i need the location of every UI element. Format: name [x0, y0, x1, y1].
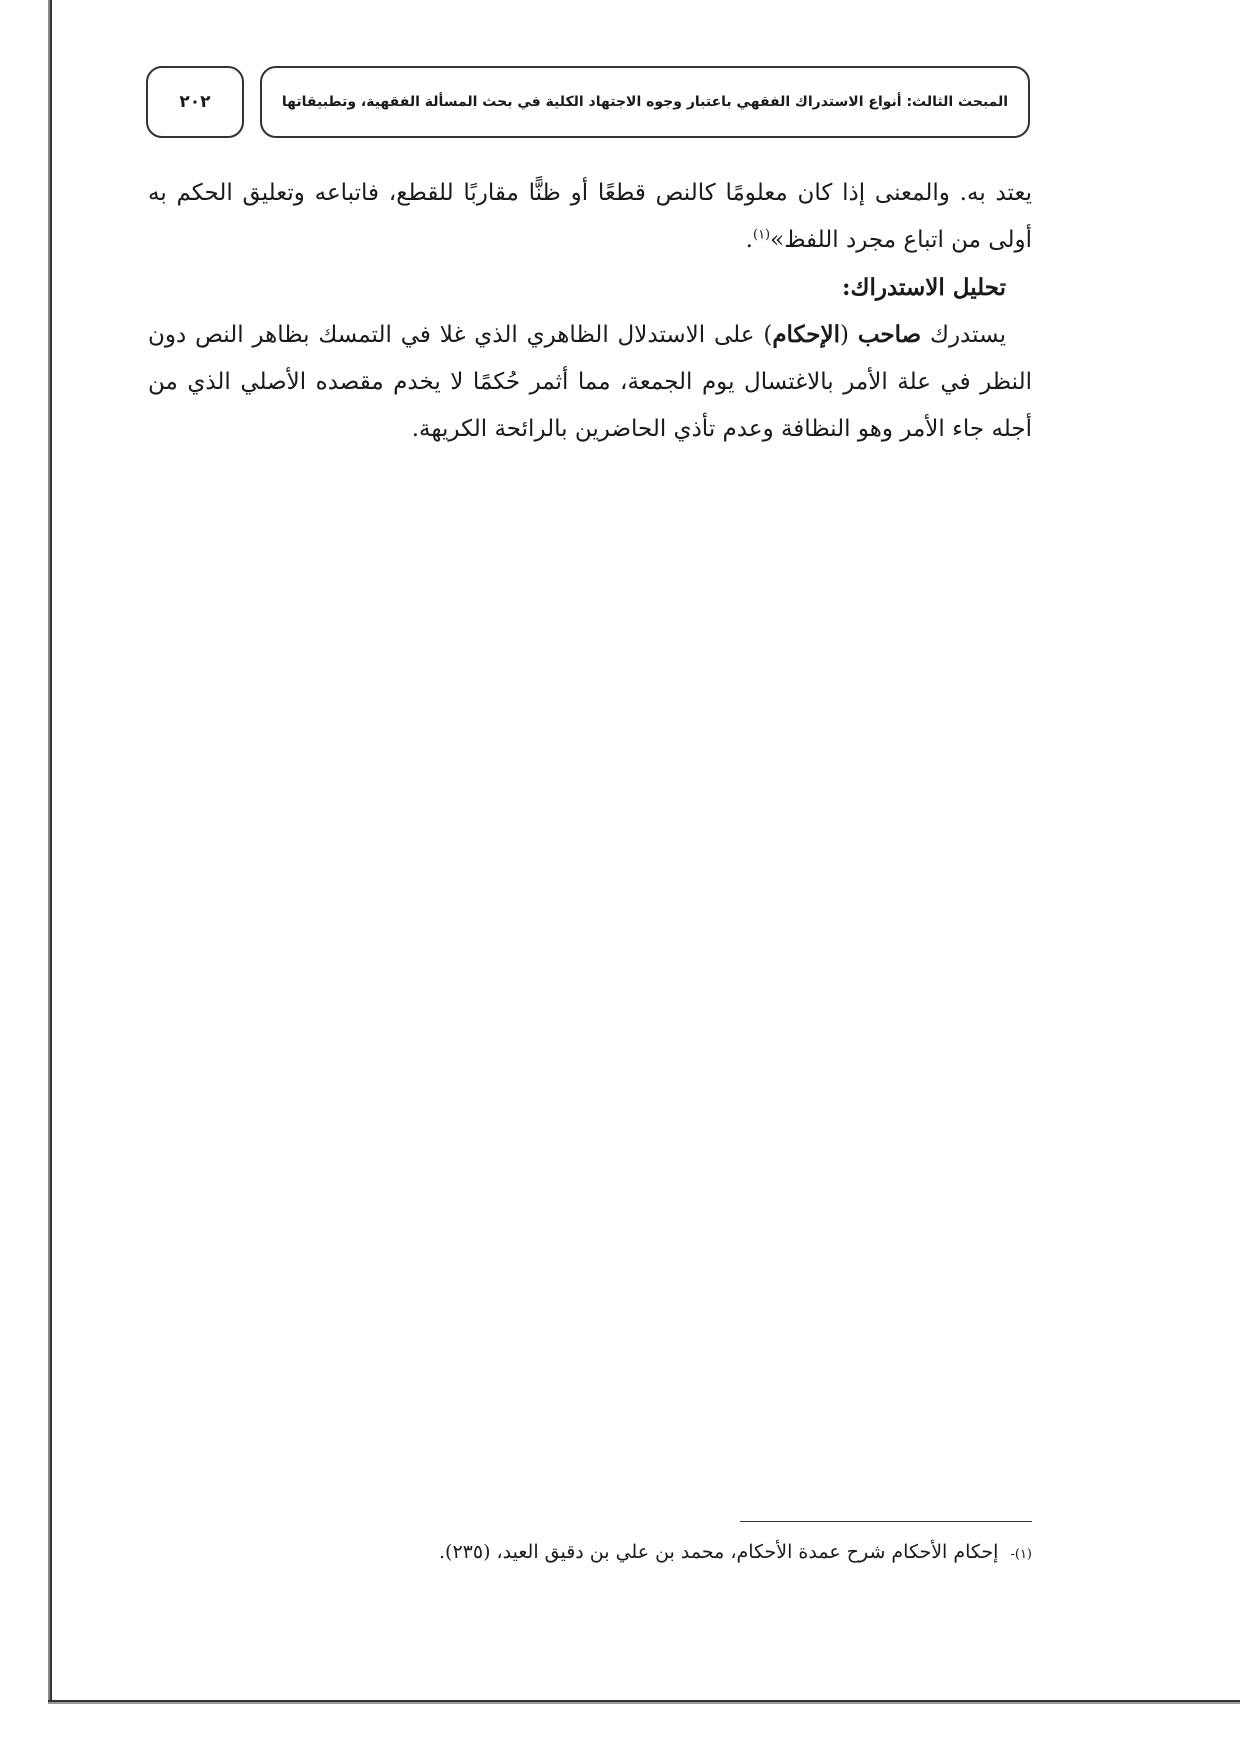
page-frame-left-rule: [50, 0, 52, 1702]
analysis-bold-book: الإحكام: [772, 321, 840, 348]
main-text: [148, 170, 1032, 453]
page-number: ٢٠٢: [179, 92, 211, 112]
running-header-title: [260, 66, 1030, 138]
analysis-text-paren: (: [840, 322, 858, 348]
footnote-separator: [740, 1521, 1032, 1522]
page-number-box: [146, 66, 244, 138]
footnote-reference: (١): [752, 227, 771, 243]
footnote: [148, 1535, 1032, 1572]
paragraph-quote-period: .: [745, 227, 753, 253]
analysis-bold-author: صاحب: [857, 321, 922, 348]
footnote-text: إحكام الأحكام شرح عمدة الأحكام، محمد بن علي بن دقيق العيد، (٢٣٥).: [439, 1541, 999, 1563]
analysis-text-start: يستدرك: [921, 322, 1006, 348]
paragraph-quote-text: يعتد به. والمعنى إذا كان معلومًا كالنص قطعًا أو ظنًّا مقاربًا للقطع، فاتباعه وتعليق الحكم به أولى من اتباع مجرد اللفظ»: [148, 180, 1032, 253]
running-header-title-text: المبحث الثالث: أنواع الاستدراك الفقهي باعتبار وجوه الاجتهاد الكلية في بحث المسألة الفقهية، وتطبيقاتها: [281, 94, 1009, 110]
paragraph-analysis: [148, 311, 1032, 453]
page-frame-bottom-rule: [48, 1700, 1240, 1702]
analysis-text-rest: ) على الاستدلال الظاهري الذي غلا في التمسك بظاهر النص دون النظر في علة الأمر بالاغتسال يوم الجمعة، مما أثمر حُكمًا لا يخدم مقصده الأصلي الذي من أجله جاء الأمر وهو النظافة وعدم تأذي الحاضرين بالرائحة الكريهة.: [148, 322, 1032, 442]
section-heading: تحليل الاستدراك:: [842, 274, 1006, 301]
paragraph-quote-ending: [148, 170, 1032, 264]
footnote-marker: (١)-: [1010, 1547, 1032, 1562]
